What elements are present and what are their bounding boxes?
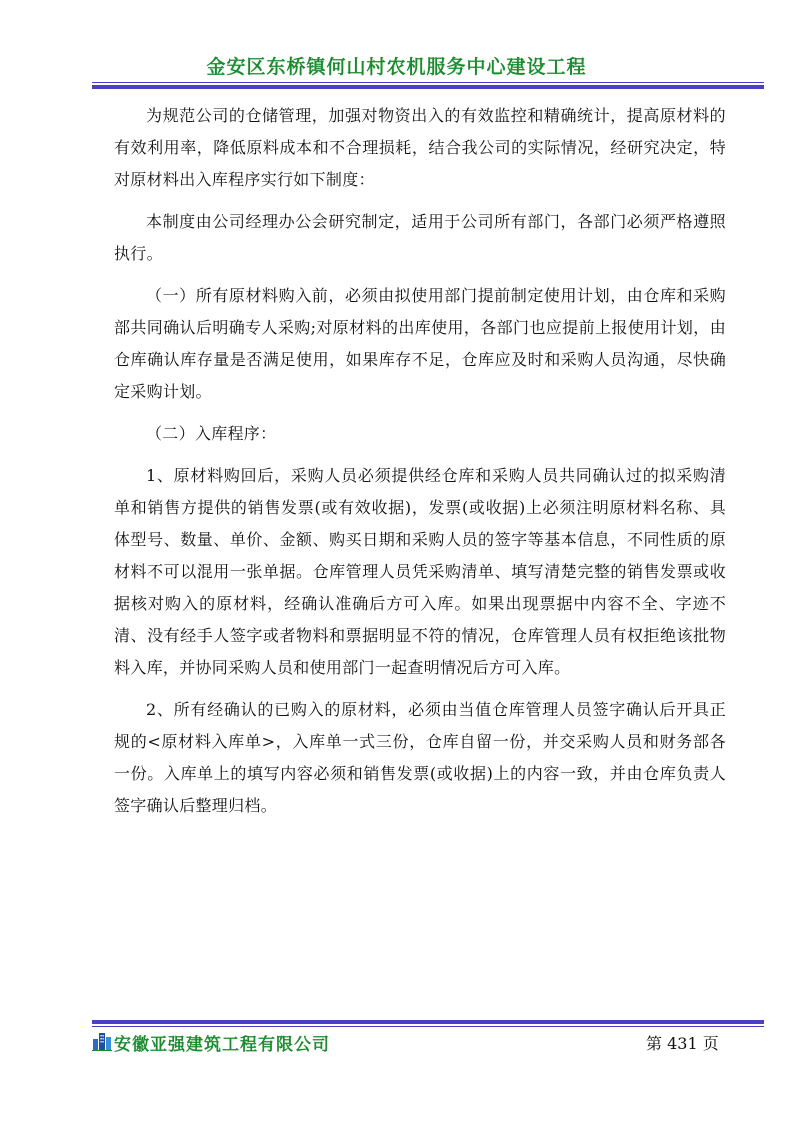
paragraph-item-2: 2、所有经确认的已购入的原材料，必须由当值仓库管理人员签字确认后开具正规的<原材料入库单>，入库单一式三份，仓库自留一份，并交采购人员和财务部各一份。入库单上的填写内容必须和销售发票(或收据)上的内容一致，并由仓库负责人签字确认后整理归档。 bbox=[114, 700, 726, 815]
footer-rule-thick bbox=[92, 1020, 764, 1024]
paragraph-section-1: （一）所有原材料购入前，必须由拟使用部门提前制定使用计划，由仓库和采购部共同确认后明确专人采购;对原材料的出库使用，各部门也应提前上报使用计划，由仓库确认库存量是否满足使用，如果库存不足，仓库应及时和采购人员沟通，尽快确定采购计划。 bbox=[114, 286, 726, 401]
document-body bbox=[114, 100, 726, 822]
paragraph-scope: 本制度由公司经理办公会研究制定，适用于公司所有部门，各部门必须严格遵照执行。 bbox=[114, 212, 726, 263]
page-header-title: 金安区东桥镇何山村农机服务中心建设工程 bbox=[206, 56, 587, 78]
paragraph-item-1: 1、原材料购回后，采购人员必须提供经仓库和采购人员共同确认过的拟采购清单和销售方提供的销售发票(或有效收据)，发票(或收据)上必须注明原材料名称、具体型号、数量、单价、金额、购买日期和采购人员的签字等基本信息，不同性质的原材料不可以混用一张单据。仓库管理人员凭采购清单、填写清楚完整的销售发票或收据核对购入的原材料，经确认准确后方可入库。如果出现票据中内容不全、字迹不清、没有经手人签字或者物料和票据明显不符的情况，仓库管理人员有权拒绝该批物料入库，并协同采购人员和使用部门一起查明情况后方可入库。 bbox=[114, 466, 726, 677]
header-rule-thick bbox=[92, 85, 764, 89]
paragraph-intro: 为规范公司的仓储管理，加强对物资出入的有效监控和精确统计，提高原材料的有效利用率，降低原料成本和不合理损耗，结合我公司的实际情况，经研究决定，特对原材料出入库程序实行如下制度： bbox=[114, 106, 726, 189]
paragraph-section-2-heading: （二）入库程序： bbox=[146, 424, 277, 443]
footer-page-number: 第 431 页 bbox=[646, 1034, 719, 1053]
footer-company-name: 安徽亚强建筑工程有限公司 bbox=[114, 1035, 330, 1055]
header-rule-thin bbox=[92, 82, 764, 83]
building-logo-icon bbox=[92, 1031, 112, 1051]
footer-rule-thin bbox=[92, 1026, 764, 1027]
